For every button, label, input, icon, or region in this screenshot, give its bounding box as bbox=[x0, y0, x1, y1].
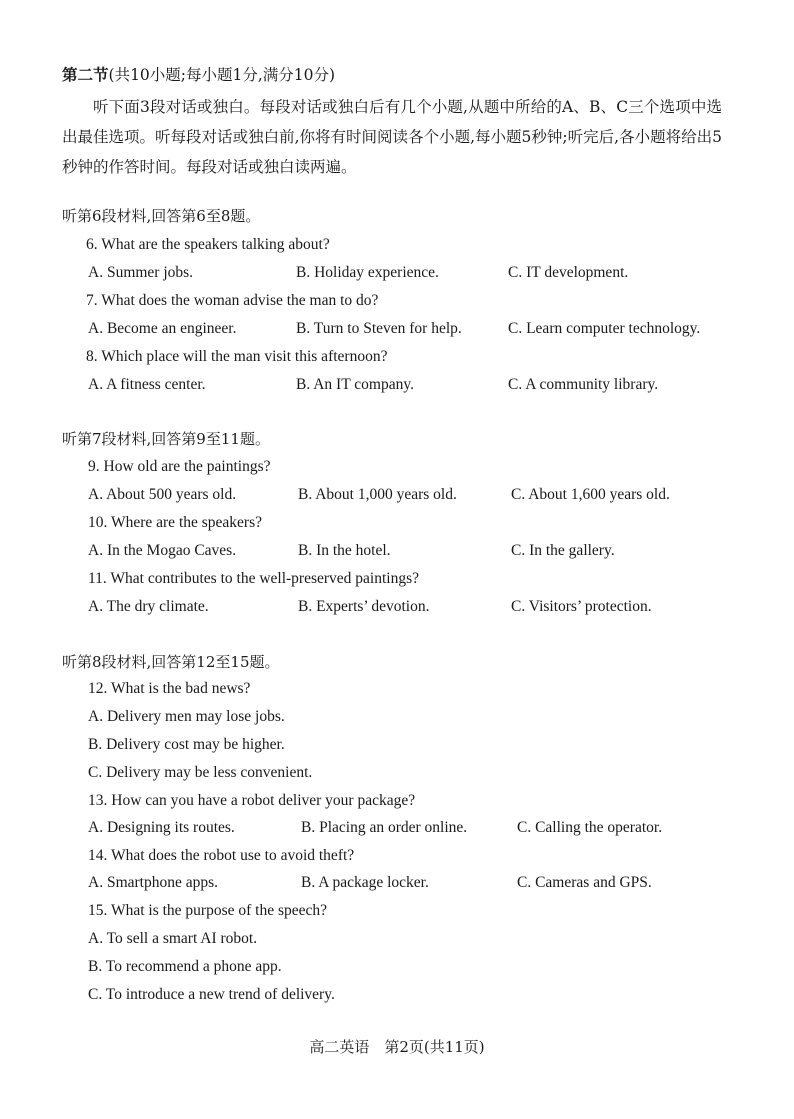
section-info: (共10小题;每小题1分,满分10分) bbox=[108, 66, 336, 84]
question-stem: 15. What is the purpose of the speech? bbox=[88, 902, 328, 919]
option-c: C. About 1,600 years old. bbox=[511, 486, 670, 503]
option-b: B. An IT company. bbox=[296, 376, 414, 393]
option-a: A. Smartphone apps. bbox=[88, 874, 219, 891]
option-a: A. Become an engineer. bbox=[88, 320, 237, 337]
option-b: B. A package locker. bbox=[301, 874, 429, 891]
option-c: C. IT development. bbox=[508, 264, 629, 281]
option-a: A. In the Mogao Caves. bbox=[88, 542, 237, 559]
option-c: C. Learn computer technology. bbox=[508, 320, 701, 337]
option-c: C. To introduce a new trend of delivery. bbox=[88, 986, 335, 1003]
option-c: C. Visitors’ protection. bbox=[511, 598, 652, 615]
option-c: C. A community library. bbox=[508, 376, 659, 393]
question-stem: 13. How can you have a robot deliver your package? bbox=[88, 792, 416, 809]
group-heading: 听第7段材料,回答第9至11题。 bbox=[62, 430, 270, 448]
group-heading: 听第6段材料,回答第6至8题。 bbox=[62, 207, 261, 225]
option-b: B. Turn to Steven for help. bbox=[296, 320, 462, 337]
section-heading bbox=[62, 64, 335, 86]
question-stem: 8. Which place will the man visit this afternoon? bbox=[86, 348, 388, 365]
option-a: A. Delivery men may lose jobs. bbox=[88, 708, 285, 725]
question-stem: 14. What does the robot use to avoid theft? bbox=[88, 847, 355, 864]
option-b: B. To recommend a phone app. bbox=[88, 958, 282, 975]
option-a: A. Designing its routes. bbox=[88, 819, 235, 836]
question-stem: 10. Where are the speakers? bbox=[88, 514, 262, 531]
option-b: B. Holiday experience. bbox=[296, 264, 439, 281]
option-b: B. About 1,000 years old. bbox=[298, 486, 457, 503]
option-b: B. Delivery cost may be higher. bbox=[88, 736, 285, 753]
option-c: C. In the gallery. bbox=[511, 542, 615, 559]
option-a: A. Summer jobs. bbox=[88, 264, 194, 281]
option-b: B. Placing an order online. bbox=[301, 819, 468, 836]
option-b: B. In the hotel. bbox=[298, 542, 391, 559]
section-instructions: 听下面3段对话或独白。每段对话或独白后有几个小题,从题中所给的A、B、C三个选项中选出最佳选项。听每段对话或独白前,你将有时间阅读各个小题,每小题5秒钟;听完后,各小题将给出5秒钟的作答时间。每段对话或独白读两遍。 bbox=[62, 98, 722, 176]
option-c: C. Cameras and GPS. bbox=[517, 874, 652, 891]
question-stem: 9. How old are the paintings? bbox=[88, 458, 271, 475]
option-c: C. Calling the operator. bbox=[517, 819, 663, 836]
question-stem: 6. What are the speakers talking about? bbox=[86, 236, 330, 253]
question-stem: 12. What is the bad news? bbox=[88, 680, 251, 697]
question-stem: 11. What contributes to the well-preserved paintings? bbox=[88, 570, 420, 587]
page-footer: 高二英语 第2页(共11页) bbox=[309, 1038, 485, 1056]
question-stem: 7. What does the woman advise the man to do? bbox=[86, 292, 379, 309]
option-a: A. The dry climate. bbox=[88, 598, 209, 615]
option-a: A. A fitness center. bbox=[88, 376, 206, 393]
group-heading: 听第8段材料,回答第12至15题。 bbox=[62, 653, 280, 671]
option-a: A. To sell a smart AI robot. bbox=[88, 930, 258, 947]
option-b: B. Experts’ devotion. bbox=[298, 598, 430, 615]
option-c: C. Delivery may be less convenient. bbox=[88, 764, 313, 781]
section-title: 第二节 bbox=[62, 65, 109, 84]
option-a: A. About 500 years old. bbox=[88, 486, 237, 503]
